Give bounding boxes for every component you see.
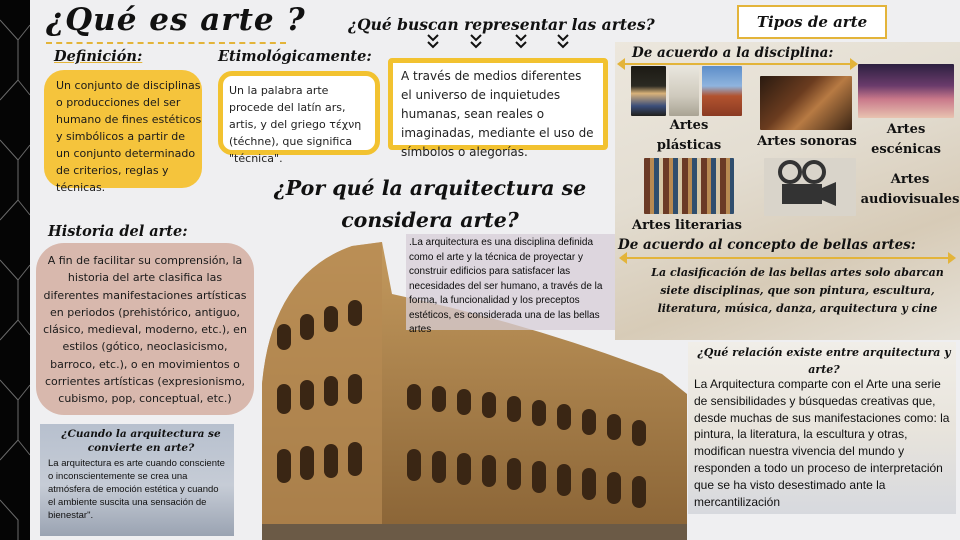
etymology-text: Un la palabra arte procede del latín ars, artis, y del griego τέχνη (téchne), que significa "técnica". [229, 84, 362, 165]
label-sound-arts: Artes sonoras [757, 134, 857, 149]
discipline-heading: De acuerdo a la disciplina: [632, 45, 834, 61]
violin-orchestra-image [760, 76, 852, 130]
girl-pearl-earring-image [631, 66, 666, 116]
fine-arts-text: La clasificación de las bellas artes solo abarcan siete disciplinas, que son pintura, escultura, literatura, música, danza, arquitectura y cine [651, 266, 944, 315]
arrow-right-icon [948, 252, 956, 264]
hexagon-pattern-strip [0, 0, 30, 540]
fine-arts-heading: De acuerdo al concepto de bellas artes: [618, 237, 916, 253]
ballet-stage-image [858, 64, 954, 118]
represent-box [388, 58, 608, 159]
represent-text: A través de medios diferentes el universo de inquietudes humanas, sean reales o imaginadas, mediante el uso de símbolos o alegorías. [401, 69, 594, 159]
architecture-question: ¿Por qué la arquitectura se considera arte? [273, 176, 587, 232]
types-of-art-box: Tipos de arte [737, 5, 887, 39]
cathedral-image [702, 66, 742, 116]
sculpture-image [669, 66, 699, 116]
page-title: ¿Qué es arte ? [46, 2, 306, 38]
arrow-left-icon [617, 58, 625, 70]
label-plastic-arts: Artes plásticas [656, 118, 722, 153]
represent-question: ¿Qué buscan representar las artes? [348, 15, 655, 34]
title-underline [46, 42, 286, 44]
books-image [644, 158, 734, 214]
etymology-heading: Etimológicamente: [218, 48, 372, 65]
discipline-arrow [622, 63, 852, 65]
arrow-left-icon [619, 252, 627, 264]
label-literary-arts: Artes literarias [631, 218, 742, 233]
etymology-box [218, 71, 380, 165]
relation-heading: ¿Qué relación existe entre arquitectura y arte? [697, 346, 951, 376]
architecture-text: .La arquitectura es una disciplina definida como el arte y la técnica de proyectar y construir edificios para satisfacer las necesidades del ser humano, a través de la forma, la funcionalidad y los preceptos estéticos, es considerada una de las bellas artes [409, 237, 603, 335]
film-camera-image [764, 158, 856, 216]
chevron-down-icons [425, 33, 575, 53]
architecture-text-box [406, 234, 616, 335]
when-architecture-heading: ¿Cuando la arquitectura se convierte en arte? [61, 428, 221, 454]
arrow-right-icon [850, 58, 858, 70]
history-text: A fin de facilitar su comprensión, la historia del arte clasifica las diferentes manifestaciones artísticas en periodos (prehistórico, antiguo, clásico, medieval, moderno, etc.), en estilos (gótico, neoclasicismo, barroco, etc.), o en movimientos o corrientes artísticas (expresionismo, cubismo, pop, conceptual, etc.) [43, 254, 247, 406]
fine-arts-arrow [624, 257, 950, 259]
definition-text: Un conjunto de disciplinas o producciones del ser humano de fines estéticos y simbólicos a partir de un conjunto determinado de criterios, reglas y técnicas. [56, 79, 202, 194]
when-architecture-text: La arquitectura es arte cuando consciente o inconscientemente se crea una atmósfera de emoción estética y cuando el ambiente suscita una sensación de bienestar". [48, 458, 225, 521]
relation-text: La Arquitectura comparte con el Arte una serie de sensibilidades y búsquedas creativas que, desde muchas de sus manifestaciones como: la pintura, la literatura, la escultura y otras, modifican nuestra vivencia del mundo y responden a todo un proceso de interpretación que se ha visto desestimado ante la mercantilización [694, 377, 950, 509]
label-audiovisual-arts: Artes audiovisuales [860, 172, 960, 207]
history-heading: Historia del arte: [48, 223, 188, 240]
label-scenic-arts: Artes escénicas [871, 122, 941, 157]
definition-heading: Definición: [54, 48, 143, 65]
